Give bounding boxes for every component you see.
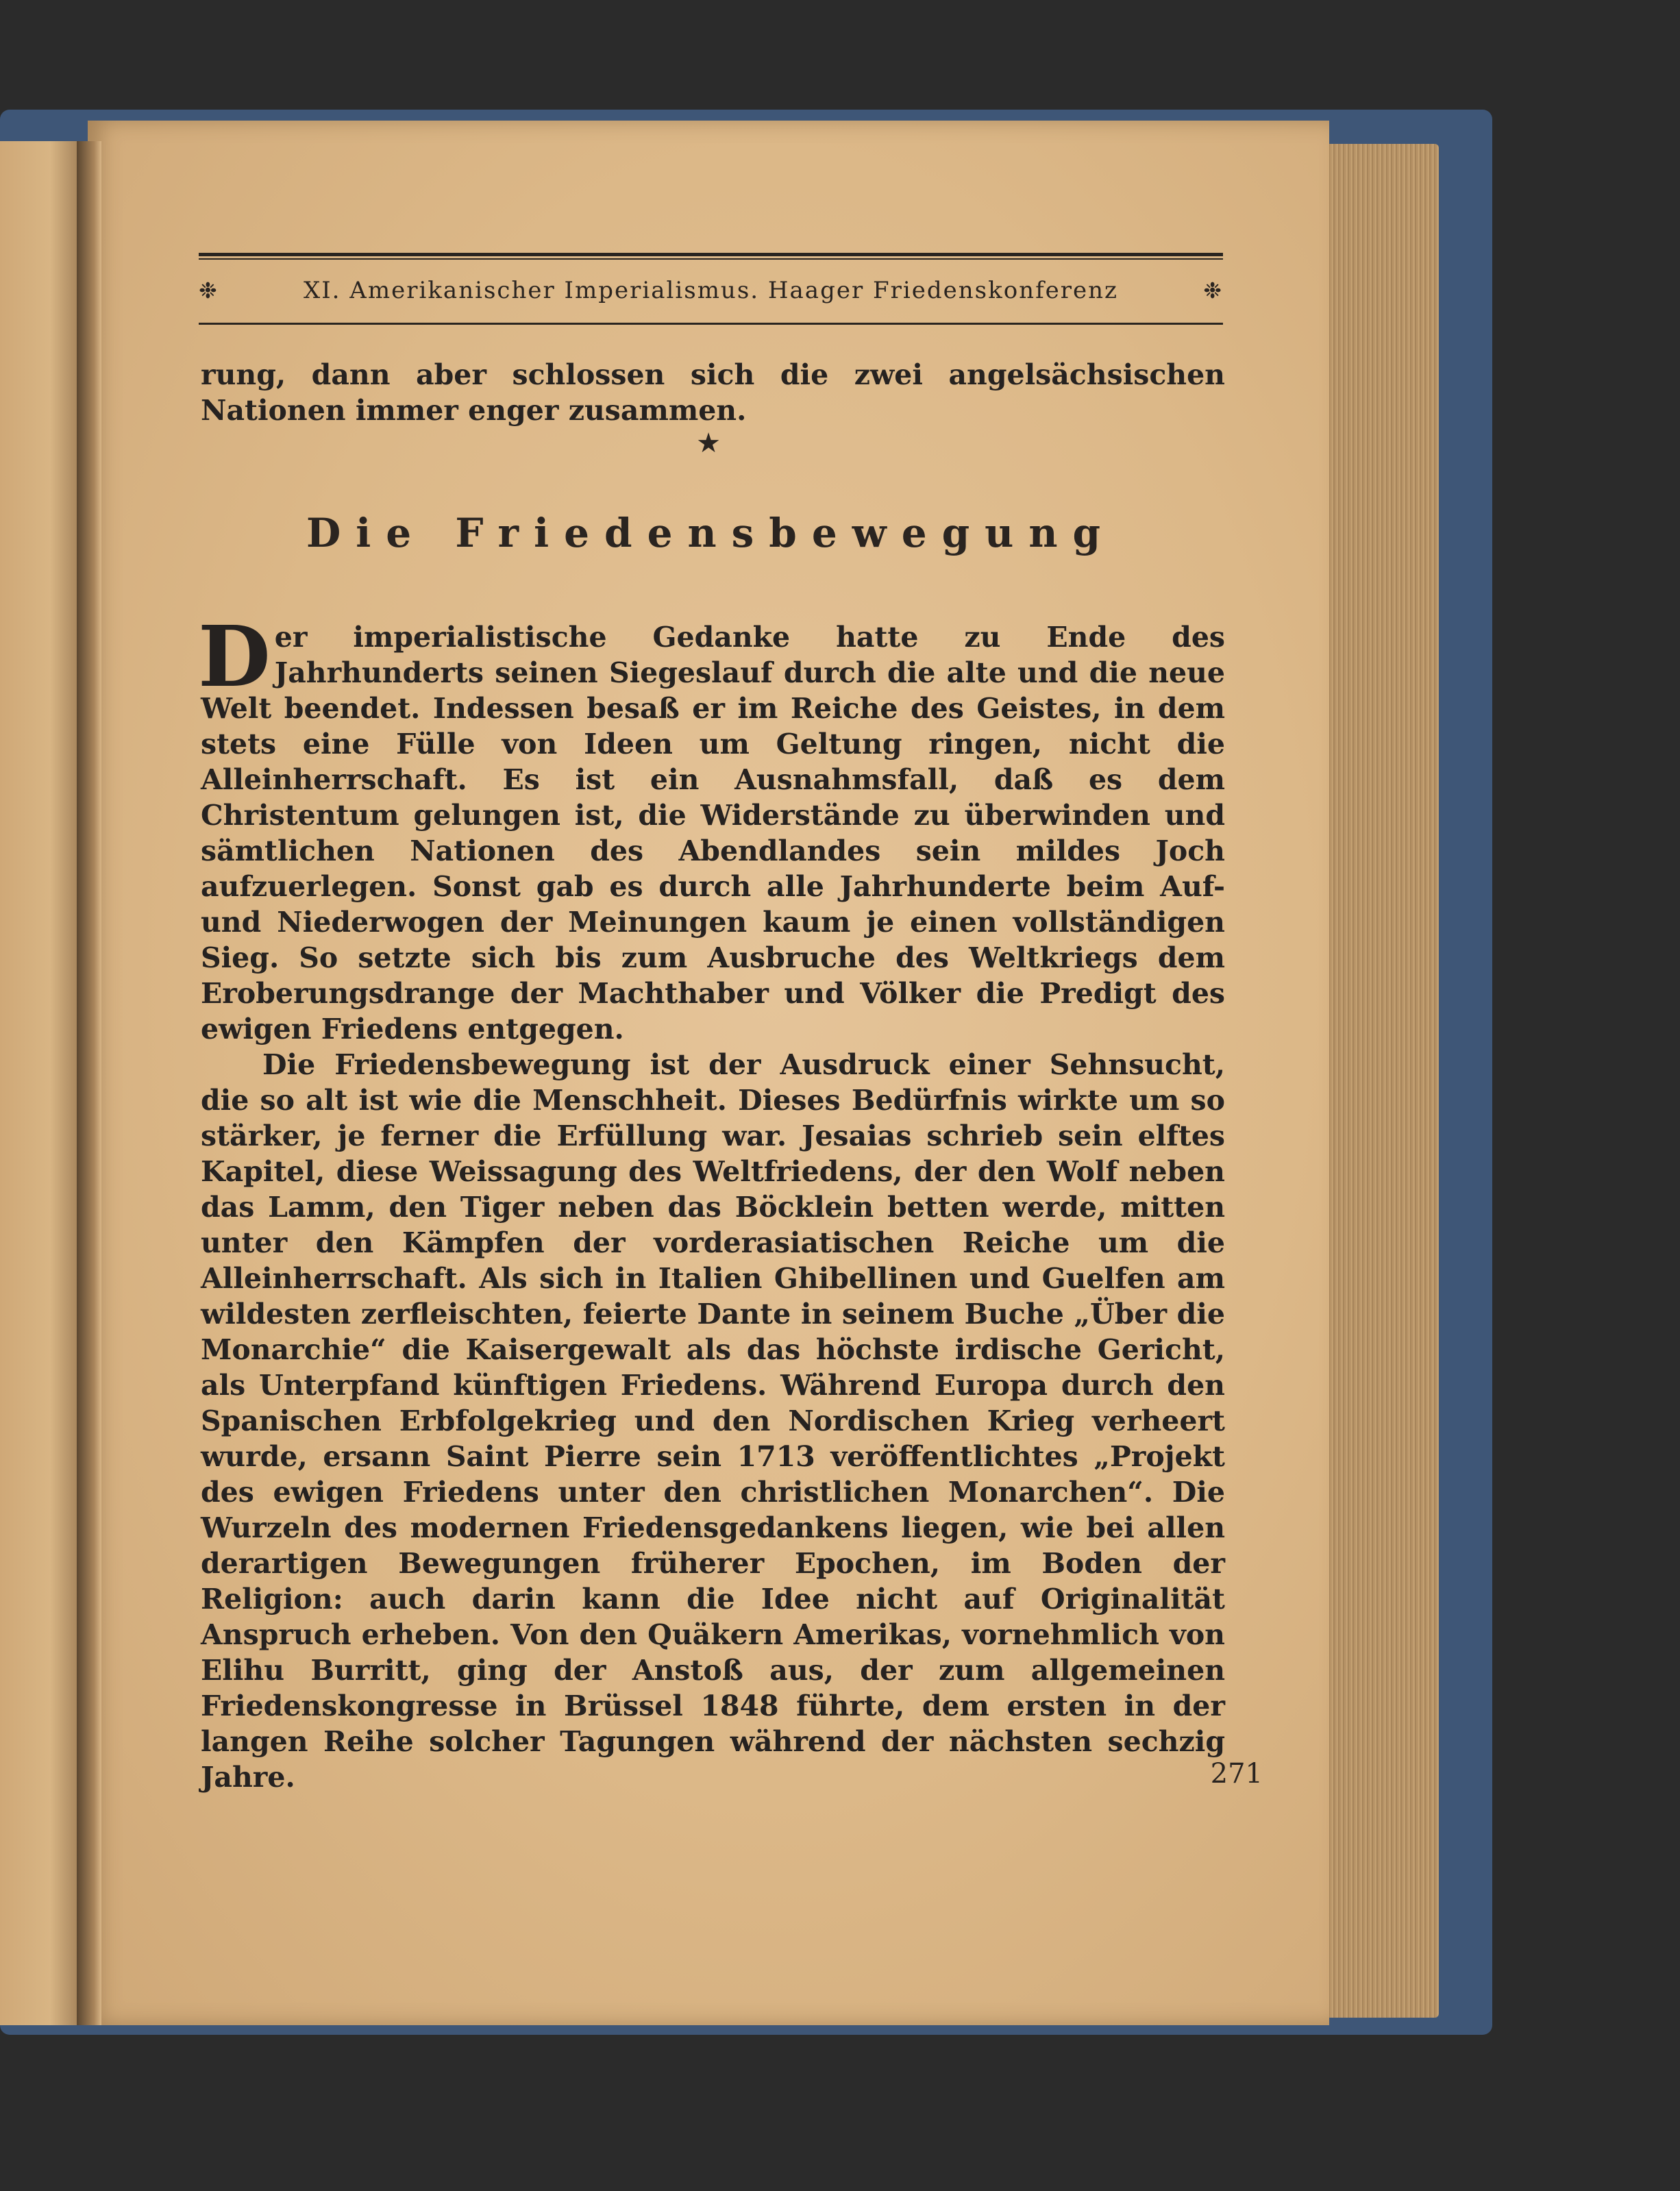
page-number: 271 <box>1210 1758 1263 1790</box>
header-rule-top <box>199 253 1223 256</box>
main-text <box>198 607 1225 1795</box>
left-page-edge <box>0 141 84 2025</box>
page-edges-stack <box>1326 144 1439 2018</box>
drop-cap: D <box>198 607 271 706</box>
running-head <box>199 273 1223 308</box>
star-separator: ★ <box>696 428 721 459</box>
ornament-right-icon: ❉ <box>1203 277 1223 304</box>
section-title: Die Friedensbewegung <box>306 510 1116 556</box>
paragraph-2: Die Friedensbewegung ist der Ausdruck einer Sehnsucht, die so alt ist wie die Menschheit. Dieses Bedürfnis wirkte um so stärker, je ferner die Erfüllung war. Jesaias schrieb sein elftes Kapitel, diese Weissagung des Weltfriedens, der den Wolf neben das Lamm, den Tiger neben das Böcklein betten werde, mitten unter den Kämpfen der vorderasiatischen Reiche um die Alleinherrschaft. Als sich in Italien Ghibellinen und Guelfen am wildesten zerfleischten, feierte Dante in seinem Buche „Über die Monarchie“ die Kaisergewalt als das höchste irdische Gericht, als Unterpfand künftigen Friedens. Während Europa durch den Spanischen Erbfolgekrieg und den Nordischen Krieg verheert wurde, ersann Saint Pierre sein 1713 veröffentlichtes „Projekt des ewigen Friedens unter den christlichen Monarchen“. Die Wurzeln des modernen Friedensgedankens liegen, wie bei allen derartigen Bewegungen früherer Epochen, im Boden der Religion: auch darin kann die Idee nicht auf Originalität Anspruch erheben. Von den Quäkern Amerikas, vornehmlich von Elihu Burritt, ging der Anstoß aus, der zum allgemeinen Friedenskongresse in Brüssel 1848 führte, dem ersten in der langen Reihe solcher Tagungen während der nächsten sechzig Jahre. <box>201 1048 1225 1794</box>
running-head-title: XI. Amerikanischer Imperialismus. Haager Friedenskonferenz <box>304 277 1118 304</box>
continuation-paragraph: rung, dann aber schlossen sich die zwei angelsächsischen Nationen immer enger zusammen. <box>201 358 1225 427</box>
book-page <box>88 121 1329 2025</box>
paragraph-1-text: er imperialistische Gedanke hatte zu Ende des Jahrhunderts seinen Siegeslauf durch die alte und die neue Welt beendet. Indessen besaß er im Reiche des Geistes, in dem stets eine Fülle von Ideen um Geltung ringen, nicht die Alleinherrschaft. Es ist ein Ausnahmsfall, daß es dem Christentum gelungen ist, die Widerstände zu überwinden und sämtlichen Nationen des Abendlandes sein mildes Joch aufzuerlegen. Sonst gab es durch alle Jahrhunderte beim Auf- und Niederwogen der Meinungen kaum je einen vollständigen Sieg. So setzte sich bis zum Ausbruche des Weltkriegs dem Eroberungsdrange der Machthaber und Völker die Predigt des ewigen Friedens entgegen. <box>201 621 1225 1045</box>
ornament-left-icon: ❉ <box>199 277 219 304</box>
paragraph-1 <box>198 607 1225 1047</box>
header-rule-bottom <box>199 323 1223 325</box>
gutter-shadow <box>77 141 101 2025</box>
header-rule-top-thin <box>199 258 1223 260</box>
